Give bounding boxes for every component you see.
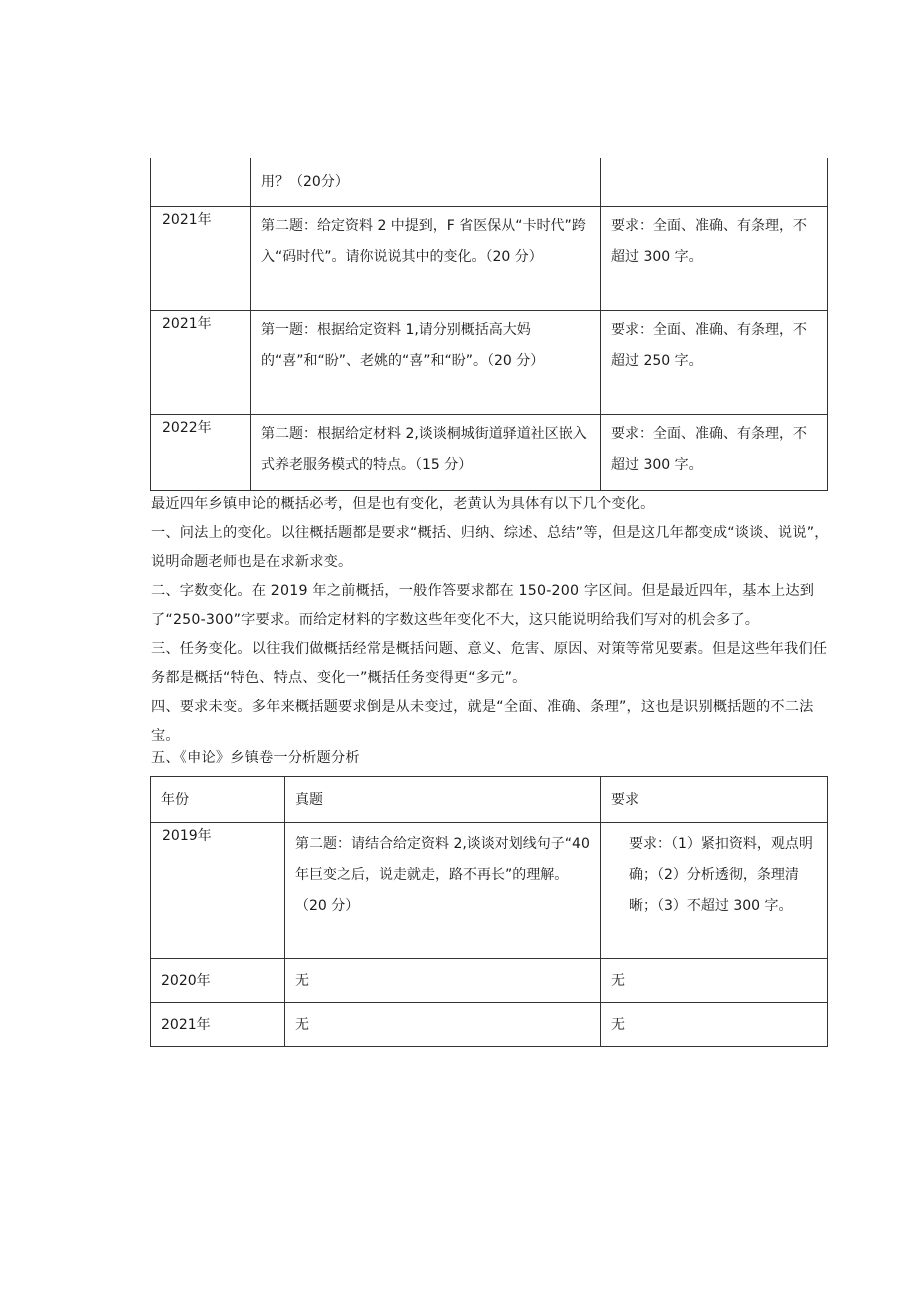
table-row — [151, 158, 828, 206]
requirement-cell: 要求：全面、准确、有条理，不超过 300 字。 — [601, 414, 828, 490]
year-cell: 2021年 — [151, 310, 251, 414]
year-cell: 2020年 — [151, 959, 285, 1003]
question-cell: 无 — [285, 1003, 601, 1047]
header-requirement: 要求 — [601, 777, 828, 823]
table-row — [151, 1003, 828, 1047]
question-cell: 第二题：根据给定材料 2,谈谈桐城街道驿道社区嵌入式养老服务模式的特点。（15 分） — [251, 414, 601, 490]
point-paragraph: 一、问法上的变化。以往概括题都是要求“概括、归纳、综述、总结”等，但是这几年都变成“谈谈、说说”，说明命题老师也是在求新求变。 — [151, 525, 829, 570]
requirement-cell: 要求：全面、准确、有条理，不超过 250 字。 — [601, 310, 828, 414]
question-cell: 第二题：请结合给定资料 2,谈谈对划线句子“40 年巨变之后，说走就走，路不再长”的理解。（20 分） — [285, 823, 601, 959]
requirement-cell: 要求：全面、准确、有条理，不超过 300 字。 — [601, 206, 828, 310]
question-cell: 用？（20分） — [251, 158, 601, 206]
year-cell: 2021年 — [151, 1003, 285, 1047]
table-row — [151, 959, 828, 1003]
requirement-cell — [601, 158, 828, 206]
section-title: 五、《申论》乡镇卷一分析题分析 — [151, 750, 360, 766]
requirement-cell: 无 — [601, 959, 828, 1003]
table-header-row — [151, 777, 828, 823]
year-cell: 2021年 — [151, 206, 251, 310]
intro-paragraph: 最近四年乡镇申论的概括必考，但是也有变化，老黄认为具体有以下几个变化。 — [151, 496, 655, 512]
point-paragraph: 三、任务变化。以往我们做概括经常是概括问题、意义、危害、原因、对策等常见要素。但是这些年我们任务都是概括“特色、特点、变化一”概括任务变得更“多元”。 — [151, 641, 828, 686]
table-row — [151, 414, 828, 490]
question-cell: 无 — [285, 959, 601, 1003]
question-cell: 第二题：给定资料 2 中提到，F 省医保从“卡时代”跨入“码时代”。请你说说其中的变化。（20 分） — [251, 206, 601, 310]
requirement-cell: 要求：（1）紧扣资料，观点明确；（2）分析透彻，条理清晰；（3）不超过 300 字。 — [601, 823, 828, 959]
year-cell: 2022年 — [151, 414, 251, 490]
header-year: 年份 — [151, 777, 285, 823]
table-exam-summary-continued — [150, 158, 828, 491]
point-paragraph: 二、字数变化。在 2019 年之前概括，一般作答要求都在 150-200 字区间。但是最近四年，基本上达到了“250-300”字要求。而给定材料的字数这些年变化不大，这只能说明给我们写对的机会多了。 — [151, 583, 815, 628]
table-row — [151, 310, 828, 414]
year-cell: 2019年 — [151, 823, 285, 959]
table-row — [151, 206, 828, 310]
question-cell: 第一题：根据给定资料 1,请分别概括高大妈的“喜”和“盼”、老姚的“喜”和“盼”。（20 分） — [251, 310, 601, 414]
header-question: 真题 — [285, 777, 601, 823]
point-paragraph: 四、要求未变。多年来概括题要求倒是从未变过，就是“全面、准确、条理”，这也是识别概括题的不二法宝。 — [151, 699, 814, 744]
table-analysis-questions — [150, 776, 828, 1047]
requirement-cell: 无 — [601, 1003, 828, 1047]
year-cell — [151, 158, 251, 206]
table-row — [151, 823, 828, 959]
